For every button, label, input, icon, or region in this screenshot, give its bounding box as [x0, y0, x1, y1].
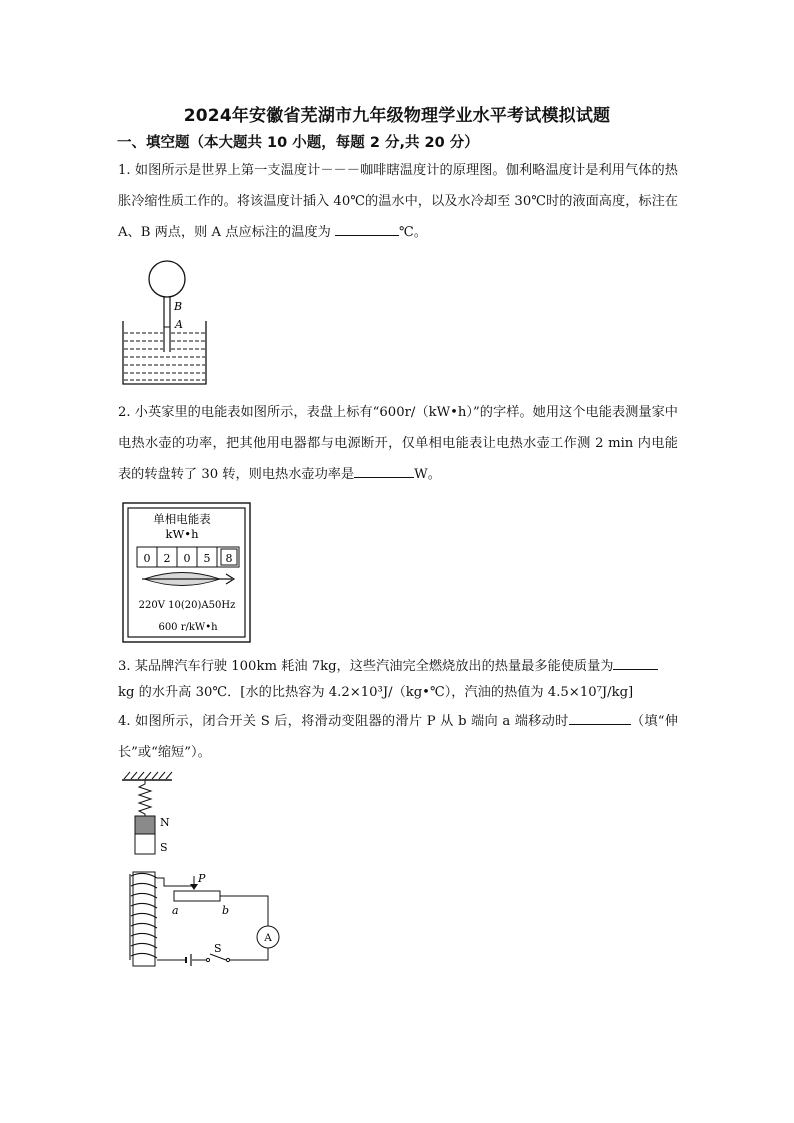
meter-disc-icon	[142, 573, 234, 586]
question-4	[118, 706, 678, 768]
question-2-text: 2. 小英家里的电能表如图所示，表盘上标有“600r/（kW•h）”的字样。她用这个电能表测量家中电热水壶的功率，把其他用电器都与电源断开，仅单相电能表让电热水壶工作测 2 min 内电能表的转盘转了 30 转，则电热水壶功率是	[118, 405, 678, 482]
meter-digit-3: 0	[183, 552, 191, 565]
magnet-s-label: S	[160, 841, 168, 854]
question-4-text-b: （填“伸长”或“缩短”）。	[118, 714, 678, 760]
meter-spec: 220V 10(20)A50Hz	[138, 600, 236, 611]
question-4-text-a: 4. 如图所示，闭合开关 S 后，将滑动变阻器的滑片 P 从 b 端向 a 端移动时	[118, 714, 569, 729]
meter-digit-1: 0	[143, 552, 151, 565]
magnet-n-label: N	[160, 816, 170, 829]
question-1	[118, 155, 678, 248]
thermometer-figure	[118, 257, 218, 389]
meter-title: 单相电能表	[153, 512, 211, 526]
ammeter-label: A	[264, 932, 272, 944]
question-1-text: 1. 如图所示是世界上第一支温度计－－－咖啡瞎温度计的原理图。伽利略温度计是利用气体的热胀冷缩性质工作的。将该温度计插入 40℃的温水中，以及水冷却至 30℃时的液面高度，标注在 A、B 两点，则 A 点应标注的温度为	[118, 163, 678, 240]
meter-digit-4: 5	[203, 552, 211, 565]
meter-digit-2: 2	[163, 552, 171, 565]
rheostat-b-label: b	[222, 904, 230, 917]
meter-unit: kW•h	[165, 527, 199, 541]
question-2	[118, 397, 678, 490]
electric-meter-figure	[122, 502, 252, 643]
question-3	[118, 654, 678, 706]
meter-rate: 600 r/kW•h	[158, 622, 218, 633]
question-3-text-a: 3. 某品牌汽车行驶 100km 耗油 7kg，这些汽油完全燃烧放出的热量最多能使质量为	[118, 659, 614, 674]
slider-p-label: P	[198, 872, 206, 885]
question-1-unit: ℃。	[398, 225, 427, 240]
label-a: A	[175, 318, 183, 331]
question-2-unit: W。	[414, 467, 441, 482]
switch-label: S	[214, 942, 222, 955]
answer-blank-3[interactable]	[613, 655, 658, 670]
question-3-text-b: kg 的水升高 30℃．[水的比热容为 4.2×10³J/（kg•℃），汽油的热值为 4.5×10⁷J/kg]	[118, 685, 634, 700]
page-title: 2024年安徽省芜湖市九年级物理学业水平考试模拟试题	[183, 106, 611, 126]
answer-blank-4[interactable]	[569, 710, 631, 725]
electromagnet-circuit-figure	[118, 770, 288, 975]
answer-blank-1[interactable]	[335, 221, 399, 236]
section-heading: 一、填空题（本大题共 10 小题，每题 2 分,共 20 分）	[117, 135, 479, 151]
answer-blank-2[interactable]	[354, 463, 414, 478]
label-b: B	[174, 300, 183, 313]
meter-digit-5: 8	[225, 552, 233, 565]
rheostat-a-label: a	[172, 904, 179, 917]
